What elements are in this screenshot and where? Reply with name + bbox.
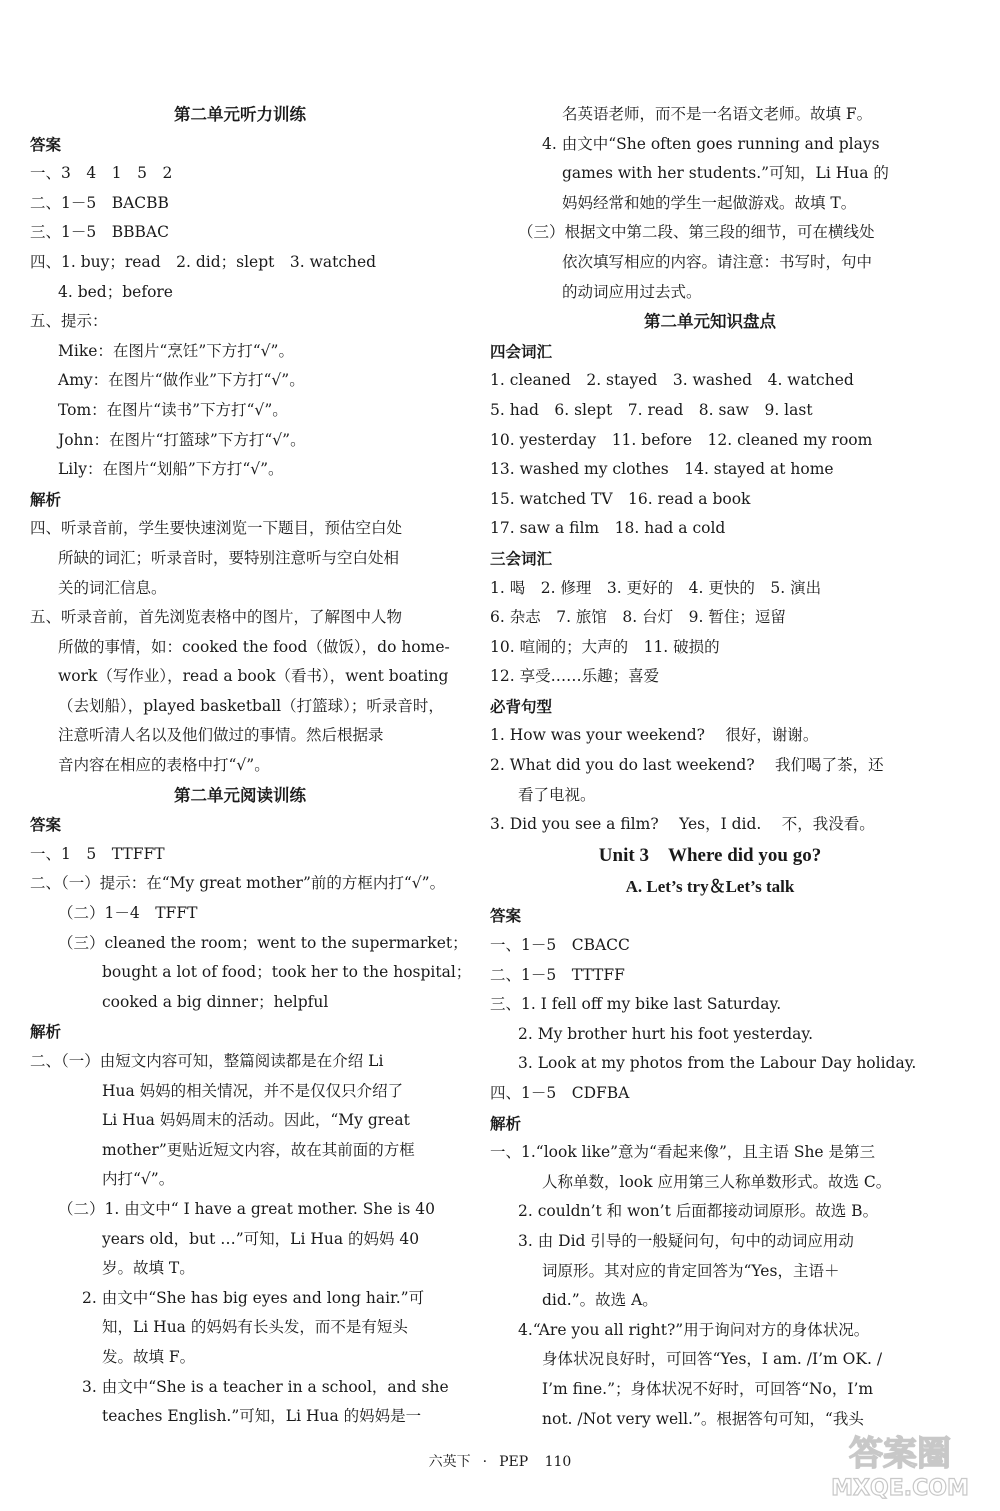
- watermark-logo: [820, 1425, 980, 1503]
- right-line: 2. My brother hurt his foot yesterday.: [518, 1024, 814, 1043]
- watermark-text: 答案圈: [849, 1434, 951, 1474]
- left-line: bought a lot of food；took her to the hospital；: [102, 963, 472, 982]
- left-line: Mike：在图片“烹饪”下方打“√”。: [58, 341, 294, 360]
- left-line: 第二单元阅读训练: [174, 785, 306, 805]
- right-line: 身体状况良好时，可回答“Yes，I am. /I’m OK. /: [542, 1350, 883, 1369]
- right-line: 3. 由 Did 引导的一般疑问句，句中的动词应用动: [518, 1231, 854, 1250]
- right-line: 人称单数，look 应用第三人称单数形式。故选 C。: [542, 1172, 892, 1191]
- right-line: 4. 由文中“She often goes running and plays: [542, 134, 880, 153]
- right-line: 13. washed my clothes 14. stayed at home: [490, 460, 834, 479]
- right-line: did.”。故选 A。: [542, 1291, 658, 1310]
- left-line: Li Hua 妈妈周末的活动。因此，“My great: [102, 1111, 410, 1130]
- right-line: 17. saw a film 18. had a cold: [490, 519, 726, 538]
- left-line: 二、（一）由短文内容可知，整篇阅读都是在介绍 Li: [30, 1052, 384, 1070]
- watermark-url: MXQE.COM: [831, 1476, 969, 1501]
- left-line: 注意听清人名以及他们做过的事情。然后根据录: [58, 726, 384, 745]
- right-line: I’m fine.”；身体状况不好时，可回答“No，I’m: [542, 1379, 874, 1398]
- left-line: teaches English.”可知，Li Hua 的妈妈是一: [102, 1407, 422, 1426]
- left-line: 解析: [30, 1022, 62, 1042]
- right-line: 10. yesterday 11. before 12. cleaned my room: [490, 430, 873, 449]
- right-line: 看了电视。: [518, 785, 596, 804]
- left-line: John：在图片“打篮球”下方打“√”。: [58, 430, 306, 449]
- right-line: 二、1－5 TTTFF: [490, 965, 625, 984]
- left-line: Hua 妈妈的相关情况，并不是仅仅只介绍了: [102, 1081, 404, 1100]
- right-line: 第二单元知识盘点: [644, 312, 776, 332]
- right-line: 6. 杂志 7. 旅馆 8. 台灯 9. 暂住；逗留: [490, 608, 786, 627]
- left-line: cooked a big dinner；helpful: [102, 992, 329, 1011]
- left-line: 2. 由文中“She has big eyes and long hair.”可: [82, 1288, 425, 1307]
- right-line: 10. 喧闹的；大声的 11. 破损的: [490, 637, 720, 656]
- left-column: [30, 100, 472, 1432]
- right-line: 3. Look at my photos from the Labour Day holiday.: [518, 1054, 917, 1073]
- right-line: 5. had 6. slept 7. read 8. saw 9. last: [490, 400, 813, 419]
- left-line: 二、1－5 BACBB: [30, 193, 169, 212]
- right-line: 解析: [490, 1113, 522, 1133]
- right-line: 三、1. I fell off my bike last Saturday.: [490, 995, 782, 1014]
- left-line: 4. bed；before: [58, 282, 173, 301]
- left-line: 所缺的词汇；听录音时，要特别注意听与空白处相: [58, 548, 400, 567]
- right-line: A. Let’s try＆Let’s talk: [625, 876, 795, 896]
- left-line: （三）cleaned the room；went to the supermarket；: [58, 933, 468, 952]
- right-line: 依次填写相应的内容。请注意：书写时，句中: [562, 252, 873, 271]
- left-line: 知，Li Hua 的妈妈有长头发，而不是有短头: [102, 1318, 408, 1337]
- right-line: 1. cleaned 2. stayed 3. washed 4. watched: [490, 371, 854, 390]
- right-line: 名英语老师，而不是一名语文老师。故填 F。: [562, 105, 873, 123]
- left-line: Amy：在图片“做作业”下方打“√”。: [58, 371, 305, 390]
- left-line: 解析: [30, 489, 62, 509]
- left-line: Tom：在图片“读书”下方打“√”。: [58, 400, 288, 419]
- left-line: 四、1. buy；read 2. did；slept 3. watched: [30, 252, 377, 271]
- footer-dot: ·: [482, 1454, 488, 1470]
- left-line: （去划船），played basketball（打篮球）；听录音时，: [58, 696, 444, 715]
- right-line: 词原形。其对应的肯定回答为“Yes，主语＋: [542, 1261, 840, 1280]
- right-line: 必背句型: [490, 696, 553, 716]
- left-line: 关的词汇信息。: [58, 578, 167, 597]
- right-line: 15. watched TV 16. read a book: [490, 489, 751, 508]
- left-line: 发。故填 F。: [102, 1347, 196, 1366]
- left-line: （二）1. 由文中“ I have a great mother. She is 40: [58, 1199, 436, 1218]
- left-line: 答案: [30, 134, 62, 154]
- right-line: 妈妈经常和她的学生一起做游戏。故填 T。: [562, 193, 857, 212]
- left-line: mother”更贴近短文内容，故在其前面的方框: [102, 1140, 415, 1159]
- right-line: 4.“Are you all right?”用于询问对方的身体状况。: [518, 1320, 870, 1339]
- left-line: 一、3 4 1 5 2: [30, 164, 173, 183]
- right-line: 2. What did you do last weekend? 我们喝了茶，还: [490, 756, 884, 775]
- left-line: 3. 由文中“She is a teacher in a school，and she: [82, 1377, 449, 1396]
- right-line: Unit 3 Where did you go?: [598, 844, 822, 866]
- left-line: （二）1－4 TFFT: [58, 904, 198, 923]
- right-line: 2. couldn’t 和 won’t 后面都接动词原形。故选 B。: [518, 1202, 879, 1221]
- left-line: 音内容在相应的表格中打“√”。: [58, 756, 270, 775]
- left-line: Lily：在图片“划船”下方打“√”。: [58, 460, 284, 479]
- right-line: games with her students.”可知，Li Hua 的: [562, 164, 889, 183]
- right-line: 3. Did you see a film? Yes，I did. 不，我没看。: [490, 815, 875, 834]
- left-line: 五、提示：: [30, 312, 108, 331]
- left-line: 内打“√”。: [102, 1170, 175, 1189]
- left-line: 二、（一）提示：在“My great mother”前的方框内打“√”。: [30, 874, 446, 893]
- left-line: 五、听录音前，首先浏览表格中的图片，了解图中人物: [30, 608, 403, 627]
- footer-book: 六英下: [428, 1454, 471, 1470]
- left-line: 所做的事情，如：cooked the food（做饭），do home-: [58, 637, 450, 656]
- right-line: 三会词汇: [490, 548, 553, 568]
- left-line: 第二单元听力训练: [174, 105, 306, 124]
- right-column: [490, 100, 930, 1434]
- right-line: 四会词汇: [490, 341, 553, 361]
- left-line: 岁。故填 T。: [102, 1259, 195, 1278]
- right-line: not. /Not very well.”。根据答句可知，“我头: [542, 1409, 864, 1428]
- left-line: 四、听录音前，学生要快速浏览一下题目，预估空白处: [30, 519, 403, 538]
- left-line: work（写作业），read a book（看书），went boating: [58, 667, 449, 686]
- left-line: years old，but …”可知，Li Hua 的妈妈 40: [102, 1229, 420, 1248]
- footer-edition: PEP: [499, 1454, 529, 1470]
- right-line: 1. 喝 2. 修理 3. 更好的 4. 更快的 5. 演出: [490, 578, 822, 597]
- right-line: 1. How was your weekend? 很好，谢谢。: [490, 726, 819, 745]
- right-line: （三）根据文中第二段、第三段的细节，可在横线处: [518, 223, 875, 242]
- right-line: 12. 享受……乐趣；喜爱: [490, 667, 660, 686]
- right-line: 一、1.“look like”意为“看起来像”，且主语 She 是第三: [490, 1143, 876, 1162]
- right-line: 答案: [490, 906, 522, 926]
- right-line: 四、1－5 CDFBA: [490, 1084, 630, 1102]
- left-line: 一、1 5 TTFFT: [30, 844, 165, 863]
- left-line: 答案: [30, 815, 62, 835]
- footer-page-number: 110: [544, 1454, 572, 1470]
- right-line: 的动词应用过去式。: [562, 282, 702, 301]
- left-line: 三、1－5 BBBAC: [30, 223, 169, 242]
- right-line: 一、1－5 CBACC: [490, 936, 630, 955]
